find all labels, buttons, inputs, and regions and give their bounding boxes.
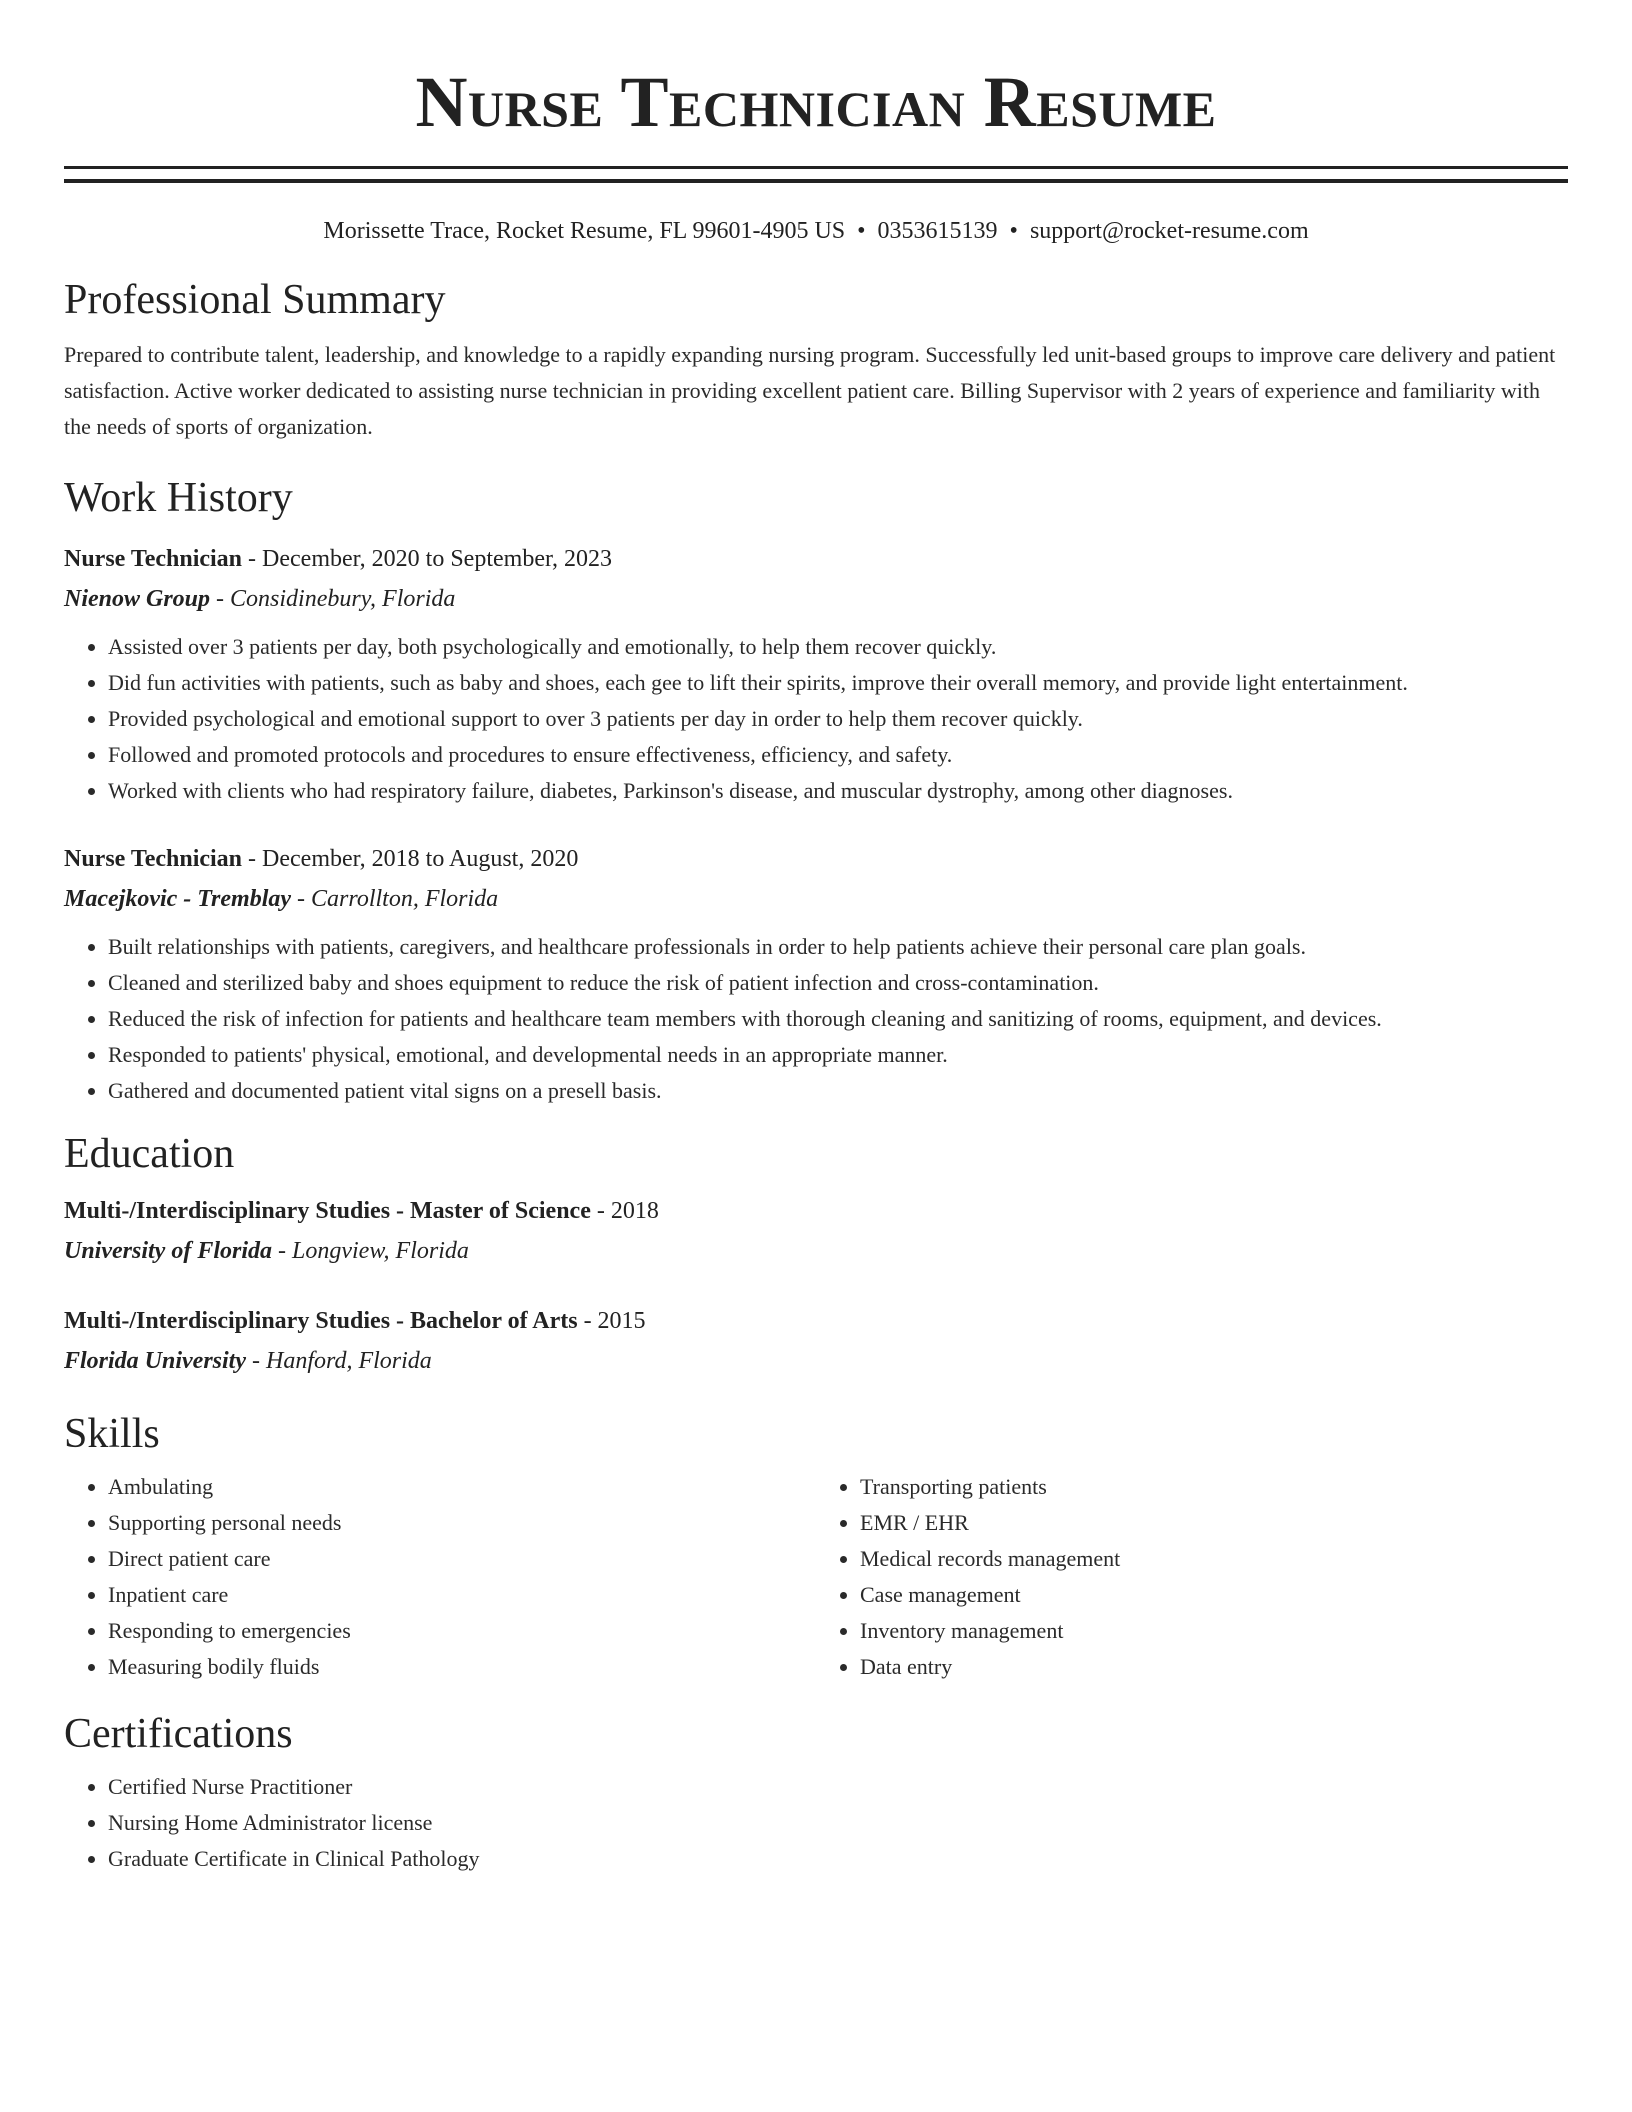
contact-separator: •	[1009, 218, 1018, 244]
job-dates: - December, 2018 to August, 2020	[242, 846, 579, 872]
degree-title: Multi-/Interdisciplinary Studies - Bachelor of Arts	[64, 1308, 578, 1334]
job-location: - Carrollton, Florida	[291, 886, 499, 912]
degree-line	[64, 1191, 1568, 1231]
list-item: • Followed and promoted protocols and procedures to ensure effectiveness, efficiency, and safety.	[108, 737, 1568, 773]
school-name: Florida University	[64, 1348, 247, 1374]
list-item: • Gathered and documented patient vital signs on a presell basis.	[108, 1073, 1568, 1109]
education-section	[64, 1129, 1568, 1381]
summary-text: Prepared to contribute talent, leadership, and knowledge to a rapidly expanding nursing program. Successfully led unit-based groups to improve care delivery and patient satisfaction. Active worker dedicated to assisting nurse technician in providing excellent patient care. Billing Supervisor with 2 years of experience and familiarity with the needs of sports of organization.	[64, 342, 1556, 439]
list-item: • Supporting personal needs	[108, 1505, 816, 1541]
list-item: • Medical records management	[860, 1541, 1568, 1577]
education-entry	[64, 1301, 1568, 1381]
education-entry	[64, 1191, 1568, 1271]
summary-section	[64, 275, 1568, 445]
list-item: • Cleaned and sterilized baby and shoes equipment to reduce the risk of patient infection and cross-contamination.	[108, 965, 1568, 1001]
school-location: - Longview, Florida	[272, 1238, 469, 1264]
list-item: • Inventory management	[860, 1613, 1568, 1649]
contact-line	[64, 215, 1568, 247]
education-heading: Education	[64, 1131, 235, 1177]
list-item: • Transporting patients	[860, 1469, 1568, 1505]
work-history-section	[64, 473, 1568, 1109]
list-item: • Data entry	[860, 1649, 1568, 1685]
summary-heading: Professional Summary	[64, 277, 446, 323]
list-item: • EMR / EHR	[860, 1505, 1568, 1541]
list-item: • Did fun activities with patients, such as baby and shoes, each gee to lift their spirits, improve their overall memory, and provide light entertainment.	[108, 665, 1568, 701]
job-company: Nienow Group	[64, 586, 211, 612]
job-title-line	[64, 539, 1568, 579]
skills-grid	[64, 1469, 1568, 1685]
job-bullets	[64, 629, 1568, 809]
list-item: • Inpatient care	[108, 1577, 816, 1613]
degree-year: - 2015	[577, 1308, 646, 1334]
school-location: - Hanford, Florida	[246, 1348, 432, 1374]
work-history-heading: Work History	[64, 475, 293, 521]
list-item: • Reduced the risk of infection for patients and healthcare team members with thorough cleaning and sanitizing of rooms, equipment, and devices.	[108, 1001, 1568, 1037]
job-company: Macejkovic - Tremblay	[64, 886, 292, 912]
title-double-rule	[64, 166, 1568, 183]
list-item: • Assisted over 3 patients per day, both psychologically and emotionally, to help them recover quickly.	[108, 629, 1568, 665]
contact-email: support@rocket-resume.com	[1029, 218, 1309, 244]
list-item: • Ambulating	[108, 1469, 816, 1505]
job-entry	[64, 839, 1568, 1109]
job-title: Nurse Technician	[64, 546, 243, 572]
school-line	[64, 1341, 1568, 1381]
skills-section	[64, 1409, 1568, 1685]
certifications-heading: Certifications	[64, 1711, 293, 1757]
job-title: Nurse Technician	[64, 846, 243, 872]
job-bullets	[64, 929, 1568, 1109]
contact-address: Morissette Trace, Rocket Resume, FL 99601-4905 US	[323, 218, 846, 244]
contact-separator: •	[857, 218, 866, 244]
school-line	[64, 1231, 1568, 1271]
list-item: • Built relationships with patients, caregivers, and healthcare professionals in order to help patients achieve their personal care plan goals.	[108, 929, 1568, 965]
certifications-section	[64, 1709, 1568, 1877]
job-dates: - December, 2020 to September, 2023	[242, 546, 613, 572]
job-location: - Considinebury, Florida	[210, 586, 456, 612]
job-entry	[64, 539, 1568, 809]
skills-heading: Skills	[64, 1411, 160, 1457]
school-name: University of Florida	[64, 1238, 272, 1264]
job-company-line	[64, 879, 1568, 919]
degree-line	[64, 1301, 1568, 1341]
contact-phone: 0353615139	[877, 218, 998, 244]
list-item: • Graduate Certificate in Clinical Pathology	[108, 1841, 1568, 1877]
list-item: • Responded to patients' physical, emotional, and developmental needs in an appropriate manner.	[108, 1037, 1568, 1073]
resume-title: Nurse Technician Resume	[415, 62, 1217, 142]
list-item: • Worked with clients who had respiratory failure, diabetes, Parkinson's disease, and muscular dystrophy, among other diagnoses.	[108, 773, 1568, 809]
list-item: • Responding to emergencies	[108, 1613, 816, 1649]
list-item: • Certified Nurse Practitioner	[108, 1769, 1568, 1805]
list-item: • Case management	[860, 1577, 1568, 1613]
job-company-line	[64, 579, 1568, 619]
skills-list-right	[816, 1469, 1568, 1685]
degree-title: Multi-/Interdisciplinary Studies - Master of Science	[64, 1198, 591, 1224]
degree-year: - 2018	[590, 1198, 659, 1224]
job-title-line	[64, 839, 1568, 879]
list-item: • Direct patient care	[108, 1541, 816, 1577]
list-item: • Measuring bodily fluids	[108, 1649, 816, 1685]
list-item: • Nursing Home Administrator license	[108, 1805, 1568, 1841]
certifications-list	[64, 1769, 1568, 1877]
list-item: • Provided psychological and emotional support to over 3 patients per day in order to help them recover quickly.	[108, 701, 1568, 737]
skills-list-left	[64, 1469, 816, 1685]
